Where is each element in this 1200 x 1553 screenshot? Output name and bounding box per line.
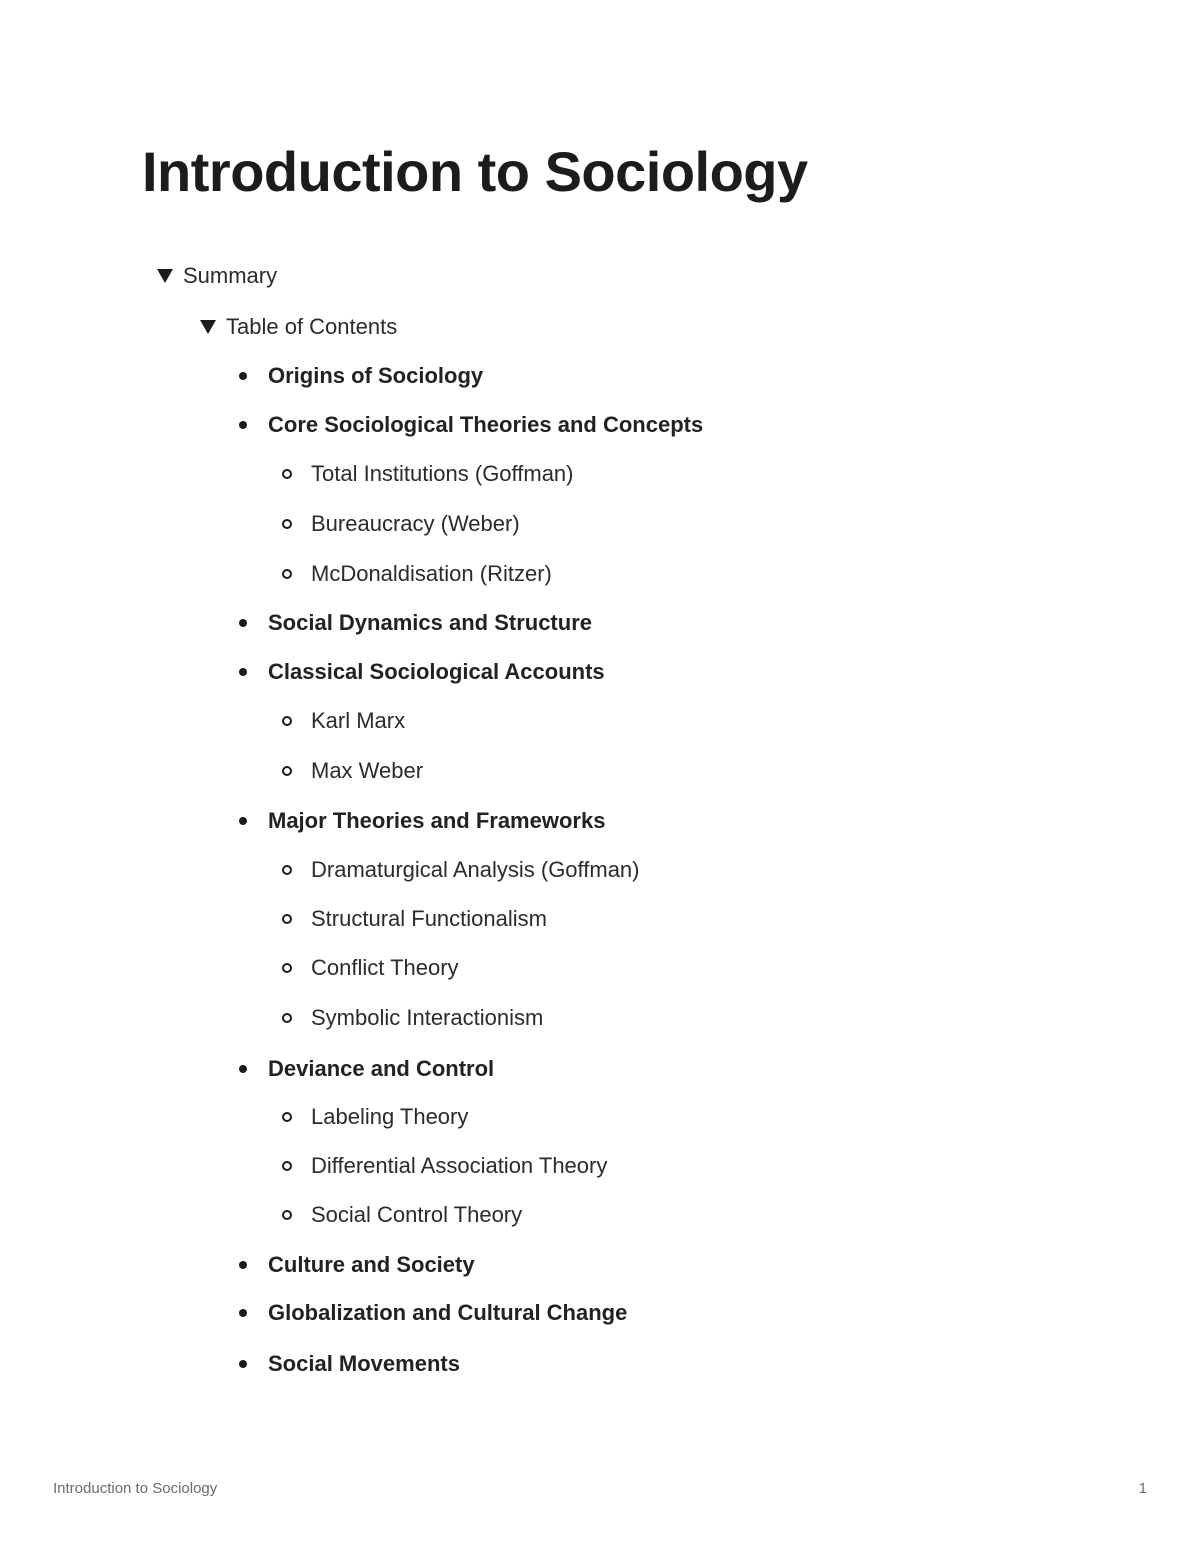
bullet-disc-icon bbox=[239, 1261, 247, 1269]
toc-subitem[interactable] bbox=[282, 856, 640, 884]
toc-subitem-label: McDonaldisation (Ritzer) bbox=[311, 561, 552, 586]
toc-subitem[interactable] bbox=[282, 1004, 543, 1032]
toc-item[interactable] bbox=[239, 411, 703, 439]
toc-subitem-label: Max Weber bbox=[311, 758, 424, 783]
toc-item-label: Origins of Sociology bbox=[268, 363, 484, 388]
bullet-circle-icon bbox=[282, 865, 292, 875]
toc-subitem[interactable] bbox=[282, 1201, 522, 1229]
toc-subitem-label: Social Control Theory bbox=[311, 1202, 523, 1227]
toc-item-label: Classical Sociological Accounts bbox=[268, 659, 605, 684]
toc-item[interactable] bbox=[239, 807, 605, 835]
bullet-circle-icon bbox=[282, 469, 292, 479]
bullet-disc-icon bbox=[239, 372, 247, 380]
triangle-down-icon bbox=[157, 269, 173, 283]
toc-subitem-label: Structural Functionalism bbox=[311, 906, 547, 931]
bullet-circle-icon bbox=[282, 519, 292, 529]
toc-subitem-label: Differential Association Theory bbox=[311, 1153, 608, 1178]
bullet-disc-icon bbox=[239, 1360, 247, 1368]
toc-item-label: Social Dynamics and Structure bbox=[268, 610, 592, 635]
toc-subitem-label: Karl Marx bbox=[311, 708, 406, 733]
bullet-circle-icon bbox=[282, 569, 292, 579]
summary-toggle-label: Summary bbox=[183, 263, 278, 288]
toc-item[interactable] bbox=[239, 1251, 475, 1279]
toc-subitem[interactable] bbox=[282, 757, 423, 785]
toc-item-label: Globalization and Cultural Change bbox=[268, 1300, 628, 1325]
toc-item[interactable] bbox=[239, 658, 605, 686]
toc-item-label: Culture and Society bbox=[268, 1252, 475, 1277]
toc-subitem[interactable] bbox=[282, 905, 547, 933]
toc-toggle[interactable] bbox=[200, 314, 397, 340]
toc-item[interactable] bbox=[239, 1055, 494, 1083]
toc-item-label: Major Theories and Frameworks bbox=[268, 808, 606, 833]
toc-subitem[interactable] bbox=[282, 560, 552, 588]
toc-subitem[interactable] bbox=[282, 707, 405, 735]
bullet-circle-icon bbox=[282, 1112, 292, 1122]
page-number: 1 bbox=[1138, 1480, 1147, 1497]
toc-subitem[interactable] bbox=[282, 1152, 607, 1180]
toc-subitem-label: Labeling Theory bbox=[311, 1104, 469, 1129]
toc-item[interactable] bbox=[239, 609, 592, 637]
bullet-disc-icon bbox=[239, 1065, 247, 1073]
bullet-disc-icon bbox=[239, 619, 247, 627]
bullet-disc-icon bbox=[239, 668, 247, 676]
toc-subitem-label: Dramaturgical Analysis (Goffman) bbox=[311, 857, 640, 882]
toc-subitem[interactable] bbox=[282, 1103, 468, 1131]
toc-subitem[interactable] bbox=[282, 954, 459, 982]
bullet-circle-icon bbox=[282, 1013, 292, 1023]
bullet-disc-icon bbox=[239, 1309, 247, 1317]
toc-item-label: Deviance and Control bbox=[268, 1056, 495, 1081]
toc-item[interactable] bbox=[239, 362, 483, 390]
bullet-circle-icon bbox=[282, 914, 292, 924]
toc-toggle-label: Table of Contents bbox=[226, 314, 398, 339]
bullet-circle-icon bbox=[282, 716, 292, 726]
toc-subitem-label: Total Institutions (Goffman) bbox=[311, 461, 574, 486]
toc-subitem[interactable] bbox=[282, 460, 574, 488]
bullet-circle-icon bbox=[282, 963, 292, 973]
toc-subitem-label: Symbolic Interactionism bbox=[311, 1005, 544, 1030]
toc-item[interactable] bbox=[239, 1299, 627, 1327]
bullet-disc-icon bbox=[239, 421, 247, 429]
summary-toggle[interactable] bbox=[157, 263, 277, 289]
toc-subitem[interactable] bbox=[282, 510, 520, 538]
toc-item[interactable] bbox=[239, 1350, 460, 1378]
toc-item-label: Core Sociological Theories and Concepts bbox=[268, 412, 704, 437]
toc-subitem-label: Bureaucracy (Weber) bbox=[311, 511, 520, 536]
bullet-circle-icon bbox=[282, 1210, 292, 1220]
bullet-circle-icon bbox=[282, 766, 292, 776]
toc-subitem-label: Conflict Theory bbox=[311, 955, 459, 980]
bullet-circle-icon bbox=[282, 1161, 292, 1171]
triangle-down-icon bbox=[200, 320, 216, 334]
bullet-disc-icon bbox=[239, 817, 247, 825]
footer-title: Introduction to Sociology bbox=[53, 1480, 218, 1497]
toc-item-label: Social Movements bbox=[268, 1351, 460, 1376]
page-title: Introduction to Sociology bbox=[142, 140, 808, 203]
